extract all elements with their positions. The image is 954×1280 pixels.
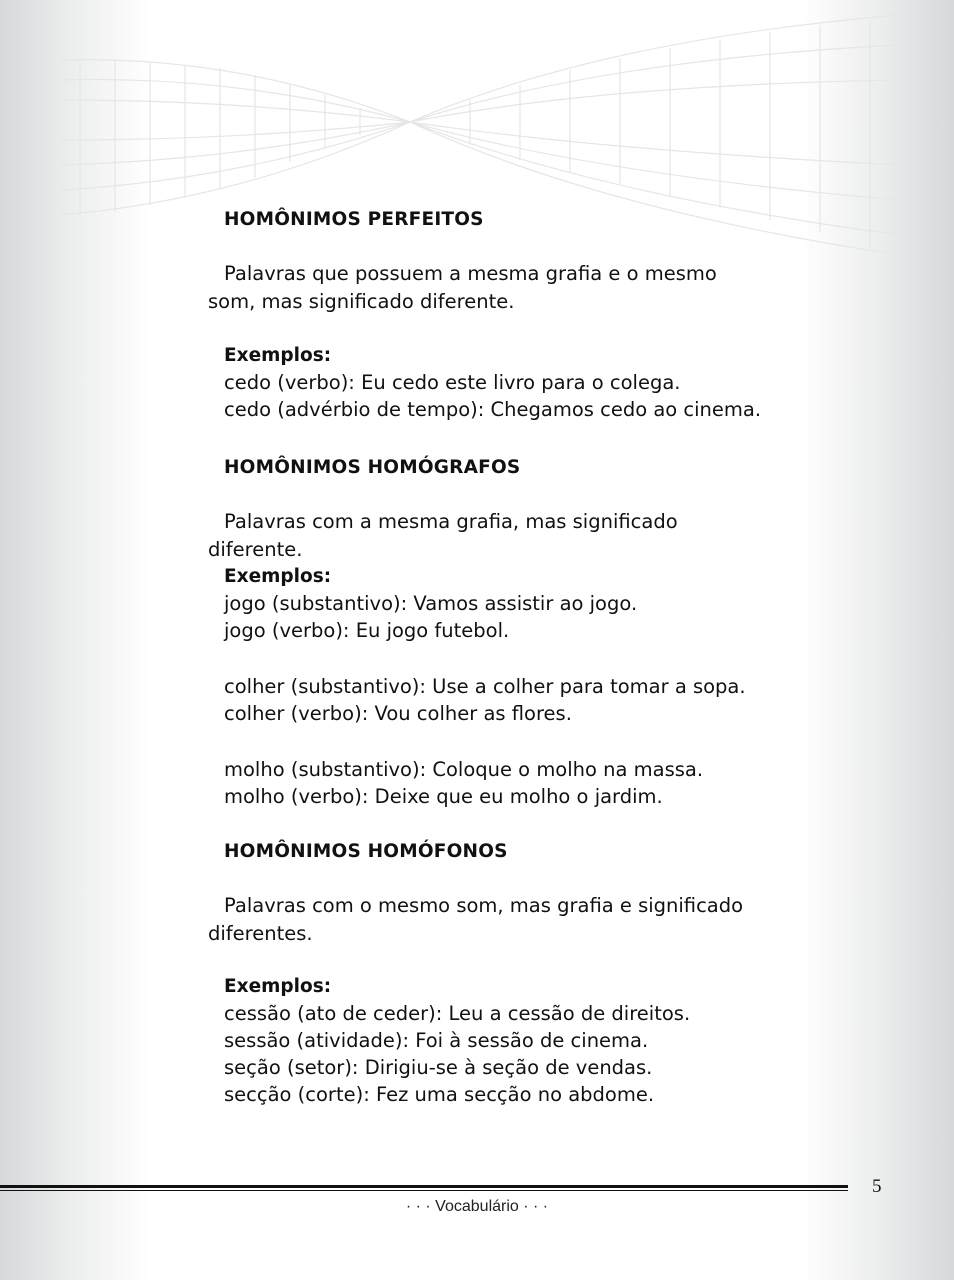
examples-label: Exemplos:	[224, 345, 332, 366]
example-line: cessão (ato de ceder): Leu a cessão de direitos.	[224, 1002, 691, 1025]
example-line: secção (corte): Fez uma secção no abdome.	[224, 1083, 655, 1106]
section-heading: HOMÔNIMOS HOMÓGRAFOS	[224, 457, 521, 478]
example-line: cedo (advérbio de tempo): Chegamos cedo ao cinema.	[224, 398, 762, 421]
section-heading: HOMÔNIMOS HOMÓFONOS	[224, 841, 508, 862]
footer-rule	[0, 1185, 848, 1188]
section-heading: HOMÔNIMOS PERFEITOS	[224, 209, 484, 230]
example-line: seção (setor): Dirigiu-se à seção de vendas.	[224, 1056, 653, 1079]
section-definition: Palavras que possuem a mesma grafia e o mesmo som, mas significado diferente.	[208, 262, 717, 313]
example-line: jogo (substantivo): Vamos assistir ao jogo.	[224, 592, 638, 615]
examples-label: Exemplos:	[224, 976, 332, 997]
example-line: colher (verbo): Vou colher as flores.	[224, 702, 572, 725]
example-line: colher (substantivo): Use a colher para tomar a sopa.	[224, 675, 746, 698]
example-line: molho (substantivo): Coloque o molho na massa.	[224, 758, 704, 781]
section-definition: Palavras com o mesmo som, mas grafia e significado diferentes.	[208, 894, 744, 945]
examples-label: Exemplos:	[224, 566, 332, 587]
footer-rule-thin	[0, 1190, 848, 1191]
example-line: molho (verbo): Deixe que eu molho o jardim.	[224, 785, 663, 808]
page-number: 5	[872, 1176, 882, 1197]
section-definition: Palavras com a mesma grafia, mas significado diferente.	[208, 510, 678, 561]
footer-title: · · · Vocabulário · · ·	[405, 1198, 549, 1215]
example-line: jogo (verbo): Eu jogo futebol.	[224, 619, 510, 642]
example-line: cedo (verbo): Eu cedo este livro para o colega.	[224, 371, 681, 394]
example-line: sessão (atividade): Foi à sessão de cinema.	[224, 1029, 649, 1052]
